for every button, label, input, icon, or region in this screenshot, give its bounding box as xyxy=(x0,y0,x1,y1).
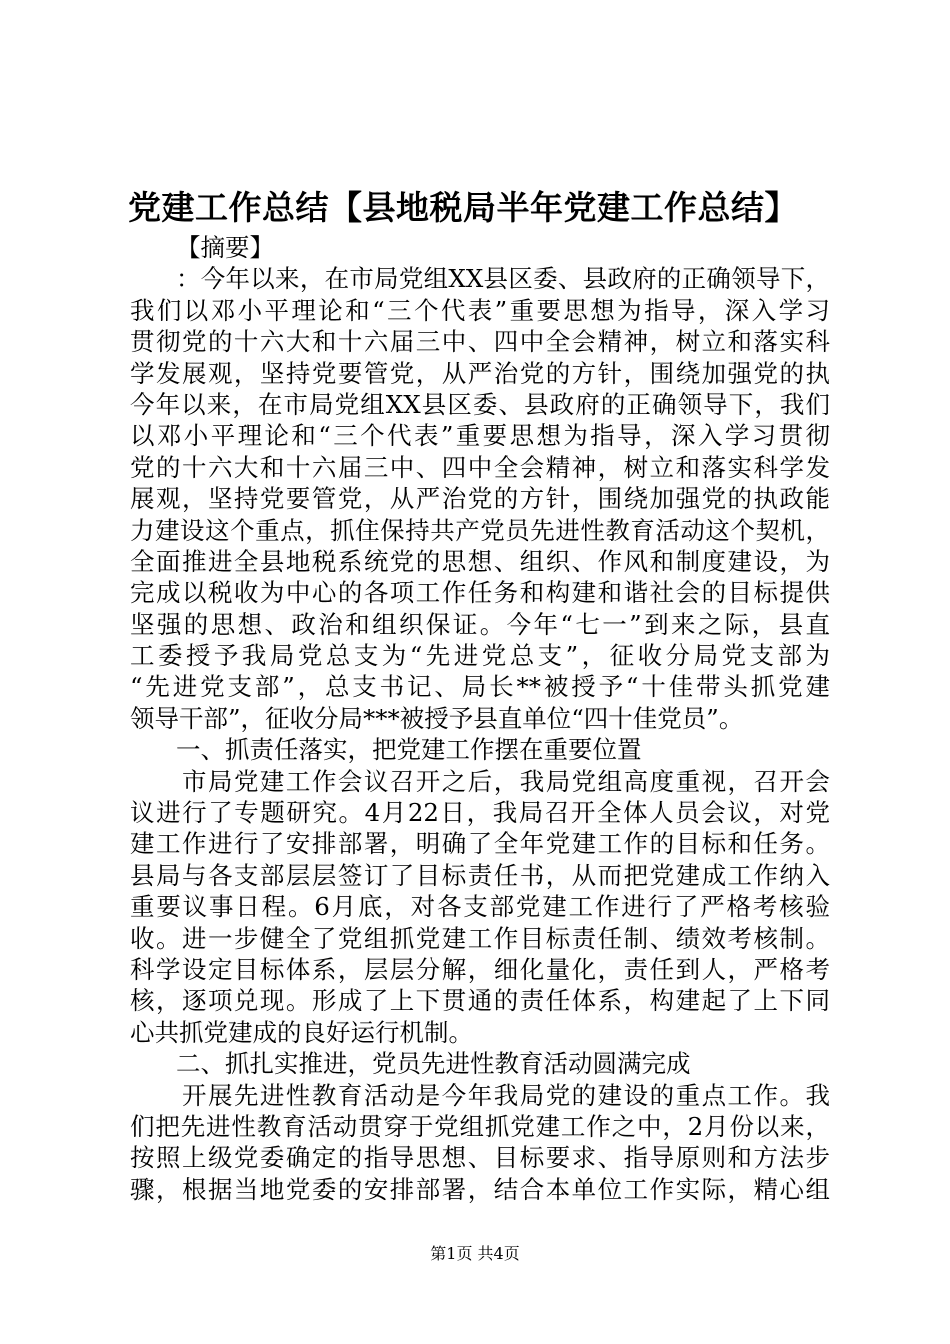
text-line: 今年以来，在市局党组XX县区委、县政府的正确领导下，我们 xyxy=(130,389,830,419)
text-line: 力建设这个重点，抓住保持共产党员先进性教育活动这个契机， xyxy=(130,515,830,545)
section-heading-2: 二、抓扎实推进，党员先进性教育活动圆满完成 xyxy=(176,1049,691,1079)
text-line: 学发展观，坚持党要管党，从严治党的方针，围绕加强党的执 xyxy=(130,358,830,388)
text-line: “先进党支部”，总支书记、局长**被授予“十佳带头抓党建 xyxy=(130,672,830,702)
text-line: 坚强的思想、政治和组织保证。今年“七一”到来之际，县直 xyxy=(130,609,830,639)
document-title: 党建工作总结【县地税局半年党建工作总结】 xyxy=(128,188,798,227)
text-line: 我们以邓小平理论和“三个代表”重要思想为指导，深入学习 xyxy=(130,295,830,325)
text-line: 们把先进性教育活动贯穿于党组抓党建工作之中，2月份以来， xyxy=(130,1111,830,1141)
text-line: 开展先进性教育活动是今年我局党的建设的重点工作。我 xyxy=(182,1080,830,1110)
text-line: 市局党建工作会议召开之后，我局党组高度重视，召开会 xyxy=(182,766,830,796)
text-line: 党的十六大和十六届三中、四中全会精神，树立和落实科学发 xyxy=(130,452,830,482)
abstract-label: 【摘要】 xyxy=(176,233,274,262)
text-line: 工委授予我局党总支为“先进党总支”，征收分局党支部为 xyxy=(130,641,830,671)
text-line: 领导干部”，征收分局***被授予县直单位“四十佳党员”。 xyxy=(130,703,744,733)
document-body xyxy=(130,232,830,1205)
text-line: 议进行了专题研究。4月22日，我局召开全体人员会议，对党 xyxy=(130,798,830,828)
text-line: 建工作进行了安排部署，明确了全年党建工作的目标和任务。 xyxy=(130,829,830,859)
section-heading-1: 一、抓责任落实，把党建工作摆在重要位置 xyxy=(176,735,642,765)
text-line: 全面推进全县地税系统党的思想、组织、作风和制度建设，为 xyxy=(130,546,830,576)
text-line: 重要议事日程。6月底，对各支部党建工作进行了严格考核验 xyxy=(130,892,830,922)
text-line: 以邓小平理论和“三个代表”重要思想为指导，深入学习贯彻 xyxy=(130,421,830,451)
text-line: 贯彻党的十六大和十六届三中、四中全会精神，树立和落实科 xyxy=(130,327,830,357)
page-footer: 第1页 共4页 xyxy=(430,1244,520,1263)
text-line: 核，逐项兑现。形成了上下贯通的责任体系，构建起了上下同 xyxy=(130,986,830,1016)
text-line: 骤，根据当地党委的安排部署，结合本单位工作实际，精心组 xyxy=(130,1174,830,1204)
text-line: 展观，坚持党要管党，从严治党的方针，围绕加强党的执政能 xyxy=(130,484,830,514)
text-line: 科学设定目标体系，层层分解，细化量化，责任到人，严格考 xyxy=(130,954,830,984)
text-line: 心共抓党建成的良好运行机制。 xyxy=(130,1017,473,1047)
text-line: 按照上级党委确定的指导思想、目标要求、指导原则和方法步 xyxy=(130,1143,830,1173)
text-line: 县局与各支部层层签订了目标责任书，从而把党建成工作纳入 xyxy=(130,860,830,890)
text-line: ：今年以来，在市局党组XX县区委、县政府的正确领导下， xyxy=(176,264,830,294)
text-line: 完成以税收为中心的各项工作任务和构建和谐社会的目标提供 xyxy=(130,578,830,608)
text-line: 收。进一步健全了党组抓党建工作目标责任制、绩效考核制。 xyxy=(130,923,830,953)
